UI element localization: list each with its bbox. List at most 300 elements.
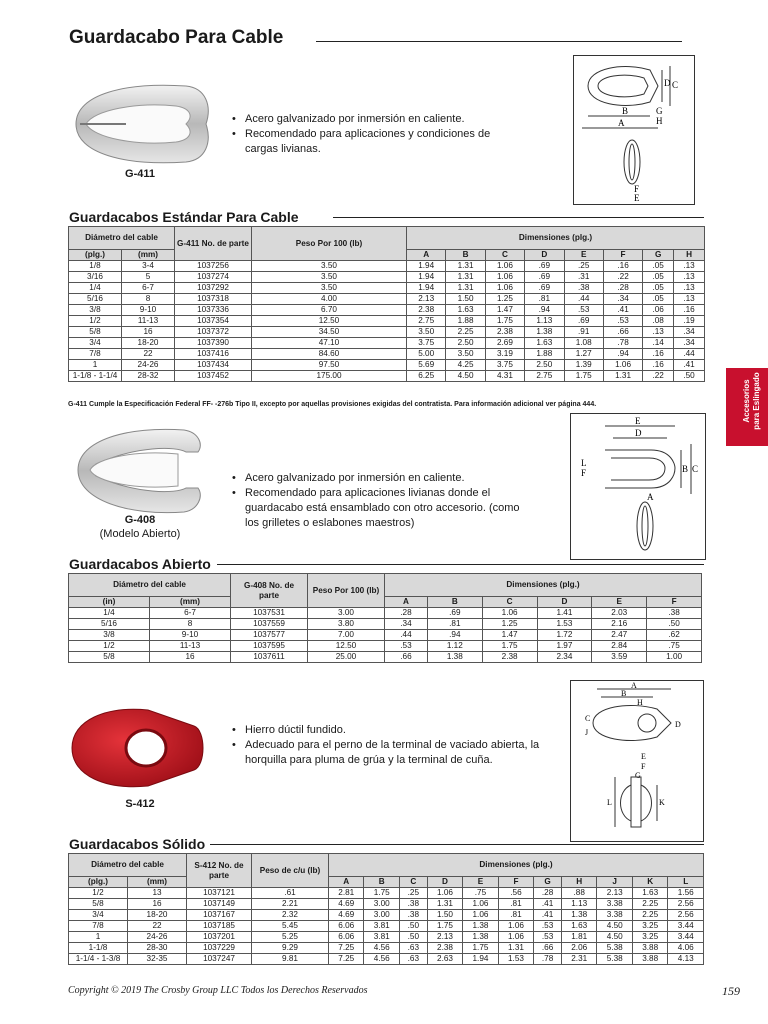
- table-cell: 4.69: [329, 899, 364, 910]
- table-cell: .81: [525, 294, 564, 305]
- table-cell: 1037434: [175, 360, 252, 371]
- table-cell: .75: [463, 888, 498, 899]
- th-col: C: [399, 877, 427, 888]
- table-cell: 1037390: [175, 338, 252, 349]
- th-col: B: [364, 877, 399, 888]
- table-cell: 2.69: [485, 338, 524, 349]
- table-cell: .31: [564, 272, 603, 283]
- th-peso: Peso Por 100 (lb): [308, 574, 385, 608]
- table-cell: .38: [399, 910, 427, 921]
- table-cell: 2.47: [592, 630, 647, 641]
- dim-label-g: G: [635, 771, 641, 780]
- table-cell: 3.50: [252, 261, 407, 272]
- table-cell: .44: [674, 349, 705, 360]
- table-cell: 1037452: [175, 371, 252, 382]
- table-cell: 1.50: [427, 910, 462, 921]
- th-dims: Dimensiones (plg.): [407, 227, 705, 250]
- table-cell: .06: [643, 305, 674, 316]
- table-cell: 2.81: [329, 888, 364, 899]
- table-cell: 34.50: [252, 327, 407, 338]
- th-col: H: [561, 877, 596, 888]
- table-row: [69, 338, 705, 349]
- table-cell: 1.06: [427, 888, 462, 899]
- table-cell: 2.31: [561, 954, 596, 965]
- dim-label-d: D: [675, 720, 681, 729]
- g411-bullet-2: • Recomendado para aplicaciones y condiciones de cargas livianas.: [245, 127, 525, 157]
- table-cell: 1.75: [364, 888, 399, 899]
- table-cell: 1.38: [427, 652, 482, 663]
- dim-label-b: B: [621, 689, 627, 698]
- table-cell: 1/8: [69, 261, 122, 272]
- table-row: [69, 888, 704, 899]
- table-cell: 2.03: [592, 608, 647, 619]
- table-cell: 1037149: [187, 899, 252, 910]
- s412-thimble-image: [66, 700, 216, 796]
- th-col: C: [482, 597, 537, 608]
- estandar-heading: Guardacabos Estándar Para Cable: [69, 209, 299, 225]
- th-diametro: Diámetro del cable: [69, 854, 187, 877]
- table-cell: 2.34: [537, 652, 592, 663]
- dim-label-h: H: [637, 698, 643, 707]
- table-cell: 1037336: [175, 305, 252, 316]
- dim-label-c: C: [692, 464, 699, 474]
- th-plg: (plg.): [69, 250, 122, 261]
- table-cell: .13: [674, 261, 705, 272]
- table-cell: 1.06: [482, 608, 537, 619]
- table-cell: 25.00: [308, 652, 385, 663]
- table-cell: 1.38: [561, 910, 596, 921]
- table-row: [69, 619, 702, 630]
- table-cell: .08: [643, 316, 674, 327]
- table-cell: 2.50: [446, 338, 485, 349]
- table-cell: 1.50: [446, 294, 485, 305]
- table-cell: 1037167: [187, 910, 252, 921]
- table-cell: .34: [603, 294, 642, 305]
- table-cell: 22: [128, 921, 187, 932]
- table-cell: .34: [674, 338, 705, 349]
- footer-copyright: Copyright © 2019 The Crosby Group LLC Todos los Derechos Reservados: [68, 985, 368, 996]
- table-cell: .25: [564, 261, 603, 272]
- table-cell: 1037229: [187, 943, 252, 954]
- th-col: F: [647, 597, 702, 608]
- table-cell: .50: [399, 921, 427, 932]
- table-cell: 28-32: [122, 371, 175, 382]
- th-part: S-412 No. de parte: [187, 854, 252, 888]
- th-col: E: [592, 597, 647, 608]
- table-cell: 3.75: [485, 360, 524, 371]
- table-cell: .16: [603, 261, 642, 272]
- table-cell: 6.25: [407, 371, 446, 382]
- table-cell: 4.56: [364, 943, 399, 954]
- th-col: K: [632, 877, 667, 888]
- dim-label-d: D: [635, 428, 642, 438]
- table-cell: .41: [603, 305, 642, 316]
- dim-label-e: E: [635, 416, 641, 426]
- table-cell: 1.12: [427, 641, 482, 652]
- table-cell: .05: [643, 261, 674, 272]
- table-cell: .28: [534, 888, 562, 899]
- table-cell: 1037274: [175, 272, 252, 283]
- table-cell: .14: [643, 338, 674, 349]
- table-cell: 3.00: [364, 910, 399, 921]
- th-col: F: [603, 250, 642, 261]
- table-row: [69, 641, 702, 652]
- page-title: Guardacabo Para Cable: [69, 27, 284, 48]
- dim-label-b: B: [622, 106, 629, 116]
- table-cell: 3.25: [632, 932, 667, 943]
- table-cell: 1.53: [498, 954, 533, 965]
- table-cell: 6.70: [252, 305, 407, 316]
- th-col: D: [537, 597, 592, 608]
- table-cell: 22: [122, 349, 175, 360]
- th-mm: (mm): [150, 597, 231, 608]
- table-cell: 2.06: [561, 943, 596, 954]
- table-cell: 6-7: [122, 283, 175, 294]
- th-in: (in): [69, 597, 150, 608]
- table-cell: .63: [399, 943, 427, 954]
- table-row: [69, 349, 705, 360]
- table-cell: 5/16: [69, 294, 122, 305]
- table-cell: 4.56: [364, 954, 399, 965]
- table-cell: 1.06: [498, 932, 533, 943]
- table-cell: 2.75: [407, 316, 446, 327]
- table-cell: 2.38: [407, 305, 446, 316]
- table-cell: 12.50: [252, 316, 407, 327]
- table-cell: 2.84: [592, 641, 647, 652]
- table-cell: 2.63: [427, 954, 462, 965]
- table-cell: 1.31: [498, 943, 533, 954]
- table-cell: .38: [647, 608, 702, 619]
- table-cell: 6.06: [329, 921, 364, 932]
- table-cell: 1/2: [69, 888, 128, 899]
- table-cell: 1: [69, 360, 122, 371]
- footer-page-number: 159: [722, 984, 740, 998]
- table-cell: 1037201: [187, 932, 252, 943]
- table-cell: 1.75: [427, 921, 462, 932]
- table-cell: 7.00: [308, 630, 385, 641]
- th-col: A: [385, 597, 428, 608]
- th-diametro: Diámetro del cable: [69, 227, 175, 250]
- dim-label-j: J: [585, 728, 589, 737]
- table-cell: 3.88: [632, 954, 667, 965]
- table-cell: 4.31: [485, 371, 524, 382]
- g408-bullet-1: • Acero galvanizado por inmersión en caliente.: [245, 471, 535, 486]
- table-cell: .34: [674, 327, 705, 338]
- table-cell: 2.50: [525, 360, 564, 371]
- table-cell: 1.39: [564, 360, 603, 371]
- table-row: [69, 360, 705, 371]
- title-rule: [316, 41, 682, 42]
- table-cell: 2.38: [485, 327, 524, 338]
- table-cell: .63: [399, 954, 427, 965]
- dim-label-f: F: [641, 762, 646, 771]
- table-cell: 5/8: [69, 899, 128, 910]
- dim-label-h: H: [656, 116, 663, 126]
- table-cell: 5.00: [407, 349, 446, 360]
- table-cell: .41: [534, 899, 562, 910]
- table-cell: 1.31: [446, 283, 485, 294]
- table-cell: 47.10: [252, 338, 407, 349]
- abierto-heading: Guardacabos Abierto: [69, 556, 211, 572]
- table-cell: 1.13: [525, 316, 564, 327]
- table-cell: 24-26: [128, 932, 187, 943]
- table-cell: .66: [534, 943, 562, 954]
- table-cell: 3-4: [122, 261, 175, 272]
- table-row: [69, 608, 702, 619]
- table-cell: 1.00: [647, 652, 702, 663]
- table-cell: .41: [674, 360, 705, 371]
- table-cell: 1.25: [482, 619, 537, 630]
- table-cell: .53: [603, 316, 642, 327]
- table-cell: 1.72: [537, 630, 592, 641]
- table-row: [69, 261, 705, 272]
- table-cell: .69: [525, 272, 564, 283]
- side-tab-line2: para Eslingado: [752, 372, 761, 430]
- table-cell: 3.38: [597, 899, 632, 910]
- table-row: [69, 954, 704, 965]
- table-cell: .34: [385, 619, 428, 630]
- table-cell: 4.50: [597, 932, 632, 943]
- table-cell: .28: [603, 283, 642, 294]
- g408-bullets: [231, 471, 535, 531]
- table-cell: 3.00: [308, 608, 385, 619]
- table-cell: 3.00: [364, 899, 399, 910]
- table-row: [69, 921, 704, 932]
- table-cell: 1037559: [231, 619, 308, 630]
- table-cell: 1.94: [407, 272, 446, 283]
- table-cell: .05: [643, 283, 674, 294]
- table-cell: 84.60: [252, 349, 407, 360]
- th-mm: (mm): [128, 877, 187, 888]
- table-cell: .53: [385, 641, 428, 652]
- table-cell: 7/8: [69, 921, 128, 932]
- th-col: H: [674, 250, 705, 261]
- table-cell: 1-1/4 - 1-3/8: [69, 954, 128, 965]
- table-cell: 5.38: [597, 954, 632, 965]
- th-col: B: [427, 597, 482, 608]
- table-cell: 8: [122, 294, 175, 305]
- table-cell: 1.38: [463, 932, 498, 943]
- table-cell: .56: [498, 888, 533, 899]
- table-cell: 1.41: [537, 608, 592, 619]
- dim-label-d: D: [664, 78, 671, 88]
- g411-caption: G-411: [125, 168, 155, 180]
- table-cell: 1.08: [564, 338, 603, 349]
- table-cell: 11-13: [122, 316, 175, 327]
- table-cell: 1.75: [482, 641, 537, 652]
- table-cell: 5: [122, 272, 175, 283]
- table-cell: .41: [534, 910, 562, 921]
- table-cell: 1/4: [69, 608, 150, 619]
- table-cell: .81: [498, 910, 533, 921]
- table-cell: 9-10: [122, 305, 175, 316]
- table-cell: 3.19: [485, 349, 524, 360]
- table-cell: 5.45: [252, 921, 329, 932]
- table-cell: 3.44: [668, 921, 704, 932]
- table-cell: 1037354: [175, 316, 252, 327]
- th-col: L: [668, 877, 704, 888]
- table-cell: 2.13: [427, 932, 462, 943]
- solido-table: [68, 853, 704, 965]
- table-cell: 13: [128, 888, 187, 899]
- table-cell: 1.63: [525, 338, 564, 349]
- table-cell: 1.63: [632, 888, 667, 899]
- table-cell: .13: [674, 294, 705, 305]
- table-cell: 3/8: [69, 630, 150, 641]
- th-mm: (mm): [122, 250, 175, 261]
- table-cell: 7.25: [329, 943, 364, 954]
- estandar-rule: [333, 217, 704, 218]
- table-row: [69, 943, 704, 954]
- table-cell: .16: [674, 305, 705, 316]
- table-cell: 9.29: [252, 943, 329, 954]
- table-cell: 2.56: [668, 899, 704, 910]
- table-row: [69, 305, 705, 316]
- table-cell: 3.59: [592, 652, 647, 663]
- table-cell: .38: [399, 899, 427, 910]
- th-col: A: [407, 250, 446, 261]
- table-cell: 1037121: [187, 888, 252, 899]
- table-cell: .25: [399, 888, 427, 899]
- table-cell: 1037577: [231, 630, 308, 641]
- table-cell: .22: [603, 272, 642, 283]
- table-cell: 3.81: [364, 921, 399, 932]
- table-cell: 3.88: [632, 943, 667, 954]
- s412-bullet-1: • Hierro dúctil fundido.: [245, 723, 545, 738]
- th-peso: Peso Por 100 (lb): [252, 227, 407, 261]
- table-cell: 1.31: [603, 371, 642, 382]
- table-cell: 1037292: [175, 283, 252, 294]
- table-cell: 4.25: [446, 360, 485, 371]
- table-cell: 1.27: [564, 349, 603, 360]
- table-cell: .69: [525, 283, 564, 294]
- table-cell: .81: [498, 899, 533, 910]
- table-row: [69, 272, 705, 283]
- th-col: B: [446, 250, 485, 261]
- table-cell: .13: [674, 283, 705, 294]
- table-cell: .44: [385, 630, 428, 641]
- table-cell: 1.25: [485, 294, 524, 305]
- table-cell: 1037247: [187, 954, 252, 965]
- th-col: C: [485, 250, 524, 261]
- table-cell: 2.13: [407, 294, 446, 305]
- abierto-rule: [217, 564, 704, 565]
- th-col: A: [329, 877, 364, 888]
- dim-label-b: B: [682, 464, 689, 474]
- table-cell: .19: [674, 316, 705, 327]
- table-cell: 1.38: [463, 921, 498, 932]
- table-cell: 1.56: [668, 888, 704, 899]
- g408-caption: G-408: [124, 514, 156, 526]
- s412-dimension-diagram: [570, 680, 704, 842]
- table-cell: 6.06: [329, 932, 364, 943]
- table-cell: 1037531: [231, 608, 308, 619]
- dim-label-c: C: [585, 714, 591, 723]
- table-cell: 2.25: [632, 910, 667, 921]
- table-cell: 2.25: [632, 899, 667, 910]
- g408-thimble-image: [66, 424, 216, 516]
- s412-bullets: [231, 723, 545, 768]
- table-cell: .61: [252, 888, 329, 899]
- table-cell: 4.06: [668, 943, 704, 954]
- table-row: [69, 327, 705, 338]
- table-cell: 1037185: [187, 921, 252, 932]
- table-cell: 1.38: [525, 327, 564, 338]
- table-cell: 3.50: [407, 327, 446, 338]
- table-cell: 1.94: [463, 954, 498, 965]
- table-cell: 1.88: [446, 316, 485, 327]
- th-dims: Dimensiones (plg.): [385, 574, 702, 597]
- table-cell: 3.25: [632, 921, 667, 932]
- table-cell: 9.81: [252, 954, 329, 965]
- th-col: F: [498, 877, 533, 888]
- dim-label-a: A: [647, 492, 654, 502]
- g411-thimble-image: [66, 80, 216, 168]
- table-cell: .94: [603, 349, 642, 360]
- table-cell: 1.75: [564, 371, 603, 382]
- th-col: E: [463, 877, 498, 888]
- table-cell: 32-35: [128, 954, 187, 965]
- table-cell: 1.13: [561, 899, 596, 910]
- table-cell: .44: [564, 294, 603, 305]
- th-col: E: [564, 250, 603, 261]
- th-plg: (plg.): [69, 877, 128, 888]
- table-cell: 1.75: [485, 316, 524, 327]
- table-cell: 1.31: [446, 261, 485, 272]
- table-row: [69, 899, 704, 910]
- th-col: G: [643, 250, 674, 261]
- table-cell: .53: [564, 305, 603, 316]
- dim-label-l: L: [607, 798, 612, 807]
- table-cell: 1037611: [231, 652, 308, 663]
- th-col: J: [597, 877, 632, 888]
- table-cell: 1.06: [463, 910, 498, 921]
- table-cell: 3.81: [364, 932, 399, 943]
- table-cell: 1-1/8 - 1-1/4: [69, 371, 122, 382]
- g408-subcaption: (Modelo Abierto): [99, 528, 181, 540]
- table-row: [69, 652, 702, 663]
- table-cell: 18-20: [122, 338, 175, 349]
- solido-heading: Guardacabos Sólido: [69, 836, 206, 852]
- table-cell: 1-1/8: [69, 943, 128, 954]
- table-cell: 16: [128, 899, 187, 910]
- th-dims: Dimensiones (plg.): [329, 854, 704, 877]
- table-cell: 3.50: [252, 272, 407, 283]
- table-cell: .38: [564, 283, 603, 294]
- table-cell: 7.25: [329, 954, 364, 965]
- table-cell: .66: [385, 652, 428, 663]
- table-cell: 2.38: [427, 943, 462, 954]
- table-cell: 1.63: [561, 921, 596, 932]
- estandar-note: G-411 Cumple la Especificación Federal FF- -276b Tipo II, excepto por aquellas provisiones exigidas del contratista. Para información adicional ver página 444.: [68, 401, 597, 408]
- table-cell: .94: [525, 305, 564, 316]
- table-cell: 2.32: [252, 910, 329, 921]
- table-cell: 1037372: [175, 327, 252, 338]
- table-cell: 1/2: [69, 316, 122, 327]
- table-cell: 4.50: [446, 371, 485, 382]
- table-cell: .05: [643, 272, 674, 283]
- table-cell: .50: [674, 371, 705, 382]
- table-cell: 5.69: [407, 360, 446, 371]
- table-cell: 1037595: [231, 641, 308, 652]
- table-row: [69, 294, 705, 305]
- table-cell: .66: [603, 327, 642, 338]
- s412-bullet-2: • Adecuado para el perno de la terminal de vaciado abierta, la horquilla para pluma de grúa y la terminal de cuña.: [245, 738, 545, 768]
- table-cell: .75: [647, 641, 702, 652]
- table-cell: 5/8: [69, 652, 150, 663]
- table-cell: 1037318: [175, 294, 252, 305]
- table-cell: 5.38: [597, 943, 632, 954]
